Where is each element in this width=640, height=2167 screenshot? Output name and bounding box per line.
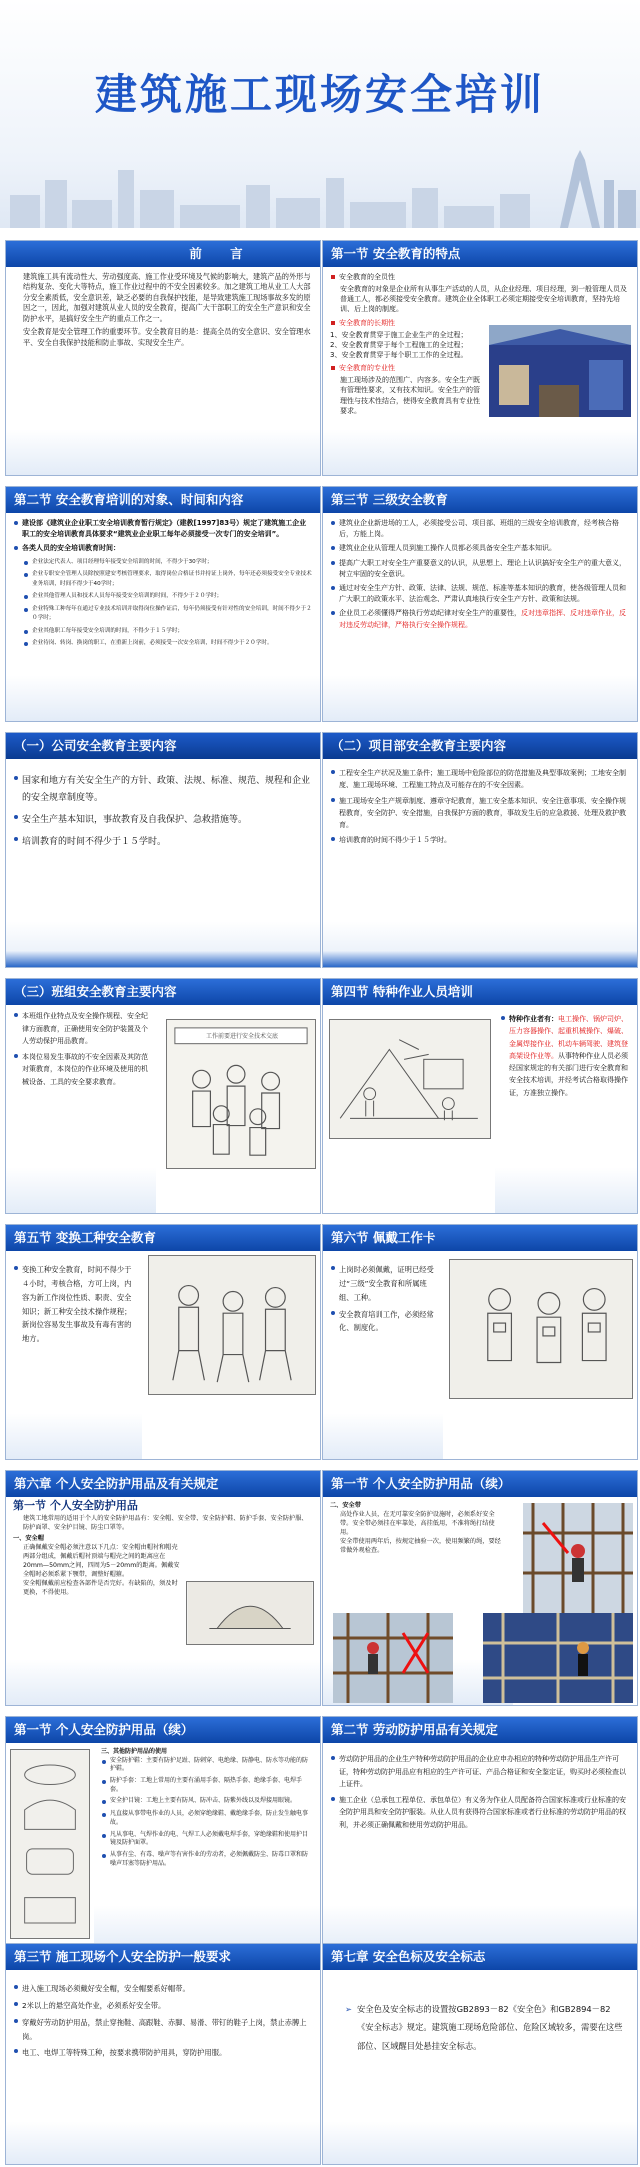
hero-banner	[0, 0, 640, 228]
special-work-illustration	[329, 1019, 491, 1139]
ppe-item: 防护手套：工地上常用的主要有涌用手套、隔热手套、绝缘手套、电焊手套。	[101, 1777, 313, 1794]
slide-title: 第五节 变换工种安全教育	[6, 1225, 320, 1251]
safety-signs-text: 安全色及安全标志的设置按GB2893－82《安全色》和GB2894－82《安全标志》规定。建筑施工现场危险部位、危险区域较多，需要在这些部位、区域醒目处悬挂安全标志。	[357, 2004, 623, 2051]
arrow-bullet-icon: ➢	[345, 2004, 352, 2014]
feature-heading: 安全教育的全员性	[339, 273, 395, 281]
harness-photo	[483, 1613, 633, 1703]
slide-safety-signs	[322, 1943, 638, 2165]
training-item: 企业特殊工种每年在通过专业技术培训并取得岗位操作证后，每年仍须接受有针对性的安全培训，时间不得少于２０学时；	[23, 605, 313, 624]
slide-preface	[5, 240, 321, 476]
helmet-photo	[186, 1581, 314, 1645]
slide-special-operations	[322, 978, 638, 1214]
slide-company-education	[5, 732, 321, 968]
harness-photo	[523, 1503, 633, 1613]
content-item: 安全教育培训工作，必须经常化、制度化。	[330, 1308, 436, 1336]
ppe-text: 高处作业人员，在无可靠安全防护设施时，必须系好安全带。安全带必须挂在牢靠处，高挂低用，不准将绳打结使用。	[340, 1510, 495, 1536]
content-item: 电工、电焊工等特殊工种，按要求携带防护用具，穿防护用服。	[13, 2046, 313, 2060]
ppe-text: 安全带使用两年后，按规定抽验一次，使用频繁的绳，要经常做外观检查。	[340, 1537, 501, 1554]
slide-title: （三）班组安全教育主要内容	[6, 979, 320, 1005]
content-item: 上岗时必须佩戴，证明已经受过“三级”安全教育和所属班组、工种。	[330, 1263, 436, 1305]
content-item: 变换工种安全教育，时间不得少于４小时，考核合格，方可上岗，内容为新工作岗位性质、职责、安全知识；新工种安全技术操作规程；新岗位容易发生事故及有毒有害的地方。	[13, 1263, 135, 1346]
slide-work-card	[322, 1224, 638, 1460]
training-item: 企业法定代表人、项目经理每年接受安全培训的时间，不得少于30学时；	[23, 558, 313, 568]
feature-list-item: 2、安全教育贯穿于每个工程施工的全过程；	[330, 340, 468, 349]
slide-title: 第六节 佩戴工作卡	[323, 1225, 637, 1251]
slide-title: 第一节 安全教育的特点	[323, 241, 637, 267]
slide-title: 第二节 安全教育培训的对象、时间和内容	[6, 487, 320, 513]
workers-illustration	[148, 1255, 316, 1395]
workers-illustration	[166, 1019, 316, 1169]
slide-ppe-regulations	[322, 1716, 638, 1952]
content-item: 进入施工现场必须戴好安全帽，安全帽要系好帽带。	[13, 1982, 313, 1996]
feature-heading: 安全教育的专业性	[339, 364, 395, 373]
preface-paragraph: 建筑施工具有流动性大、劳动强度高、施工作业受环境及气候的影响大，建筑产品的外形与结构复杂、变化大等特点，施工作业过程中的不安全因素较多。加之建筑工地从业工人大部分安全素质低，安全意识差，缺乏必要的自我保护技能，是导致建筑施工现场事故多发的原因之一，因此，加强对建筑从业人员的安全教育，提高广大干部职工的安全生产意识和安全防护水平，是搞好安全生产的重点工作之一。	[23, 272, 311, 323]
slide-title: 第三节 施工现场个人安全防护一般要求	[6, 1944, 320, 1970]
training-item: 企业其他职工每年接受安全培训的时间，不得少于１５学时；	[23, 627, 313, 637]
content-item: 工程安全生产状况及施工条件；施工现场中危险部位的防范措施及典型事故案例；工地安全制度、施工现场环境、工程施工特点及可能存在的不安全因素。	[330, 767, 630, 792]
special-operations-label: 特种作业者有：	[509, 1015, 558, 1023]
ppe-equipment-photo	[10, 1749, 90, 1939]
content-item: 施工现场安全生产规章制度、遵章守纪教育，施工安全基本知识、安全注意事项、安全操作规程教育，安全防护、安全措施，自我保护方面的教育，事故发生后的应急救援、处理及救护教育。	[330, 795, 630, 832]
city-skyline-icon	[0, 150, 640, 228]
content-item: 本班组作业特点及安全操作规程、安全纪律方面教育，正确使用安全防护装置及个人劳动保护用品教育。	[13, 1010, 149, 1048]
ppe-rule: 从事有尘、有毒、噪声等有害作业的劳动者，必须佩戴防尘、防毒口罩和防噪声耳塞等防护用品。	[101, 1851, 313, 1868]
education-item: 提高广大职工对安全生产重要意义的认识，从思想上、理论上认识搞好安全生产的重大意义，树立牢固的安全意识。	[330, 558, 630, 580]
content-item: 培训教育的时间不得少于１５学时。	[13, 834, 313, 851]
slide-title: 前 言	[6, 241, 320, 267]
education-item: 通过对安全生产方针、政策、法律、法规、规范、标准等基本知识的教育，使各级管理人员和广大职工的政策水平、法治观念、严肃认真地执行安全生产方针、政策和法规。	[330, 583, 630, 605]
training-item: 企业专职安全管理人员除按照建安考核管理要求，取得岗位合格证书并持证上岗外，每年还必须接受安全专业技术业务培训，时间不得少于40学时；	[23, 570, 313, 589]
ppe-rule: 凡直接从事带电作业的人员，必须穿绝缘鞋、戴绝缘手套，防止发生触电事故。	[101, 1810, 313, 1827]
section-subtitle: 第一节 个人安全防护用品	[13, 1499, 138, 1512]
feature-heading: 安全教育的长期性	[339, 318, 395, 327]
slide-title: 第一节 个人安全防护用品（续）	[6, 1717, 320, 1743]
preface-paragraph: 安全教育是安全管理工作的重要环节。安全教育目的是：提高全员的安全意识、安全管理水平、安全自我保护技能和防止事故、实现安全生产。	[23, 327, 311, 347]
content-item: 国家和地方有关安全生产的方针、政策、法规、标准、规范、规程和企业的安全规章制度等。	[13, 773, 313, 807]
slide-team-education	[5, 978, 321, 1214]
training-item: 企业待岗、转岗、换岗的职工，在重新上岗前，必须接受一次安全培训，时间不得少于２０学时。	[23, 639, 313, 649]
ppe-lead: 建筑工地常用的适用于个人的安全防护用品有：安全帽、安全带、安全防护鞋、防护手套、安全防护服、防护面罩、安全护目镜、防尘口罩等。	[23, 1515, 308, 1532]
ppe-text: 正确佩戴安全帽必须注意以下几点：安全帽由帽衬和帽壳两部分组成，佩戴后帽衬顶端与帽壳之间的距离应在20mm—50mm之间，四周为5－20mm的距离。佩戴安全帽时必须系紧下颚带，调整好帽箍。	[23, 1544, 180, 1579]
feature-list-item: 1、安全教育贯穿于施工企业生产的全过程；	[330, 330, 468, 339]
education-item-highlight: 反对违章指挥、反对违章作业，反对违反劳动纪律，严格执行安全操作规程。	[339, 609, 626, 629]
slide-title: 第二节 劳动防护用品有关规定	[323, 1717, 637, 1743]
training-rule: 各类人员的安全培训教育时间：	[13, 543, 313, 554]
slide-ppe-rules	[5, 1470, 321, 1706]
slide-title: （一）公司安全教育主要内容	[6, 733, 320, 759]
slide-title: 第四节 特种作业人员培训	[323, 979, 637, 1005]
feature-text: 安全教育的对象是企业所有从事生产活动的人员，从企业经理、项目经理，到一般管理人员及普通工人，都必须接受安全教育。建筑企业全体职工必须定期接受安全培训教育，坚持先培训、后上岗的制度。	[340, 285, 627, 314]
slide-title: 第一节 个人安全防护用品（续）	[323, 1471, 637, 1497]
slide-title: 第六章 个人安全防护用品及有关规定	[6, 1471, 320, 1497]
content-item: 2米以上的悬空高处作业，必须系好安全带。	[13, 1999, 313, 2013]
slide-education-features	[322, 240, 638, 476]
ppe-heading: 一、安全帽	[13, 1535, 44, 1543]
workers-illustration	[449, 1259, 633, 1399]
ppe-item: 安全护目镜：工地上主要有防风、防冲击、防紫外线以及焊接用眼镜。	[101, 1797, 313, 1806]
slide-other-ppe	[5, 1716, 321, 1952]
ppe-item: 安全防护鞋：主要有防护足趾、防刺穿、电绝缘、防静电、防水等功能的防护鞋。	[101, 1757, 313, 1774]
slide-training-objects	[5, 486, 321, 722]
page-title: 建筑施工现场安全培训	[94, 70, 545, 119]
education-item: 建筑业企业新进场的工人，必须接受公司、项目部、班组的三级安全培训教育，经考核合格后，方能上岗。	[330, 518, 630, 540]
ppe-rule: 凡从事电、气焊作业的电、气焊工人必须戴电焊手套，穿绝缘鞋和使用护目镜及防护面罩。	[101, 1831, 313, 1848]
illustration-caption: 工作前要进行安全技术交底	[205, 1033, 278, 1040]
slide-ppe-continued	[322, 1470, 638, 1706]
content-item: 劳动防护用品的企业生产特种劳动防护用品的企业应申办相应的特种劳动防护用品生产许可证，特种劳动防护用品应有相应的生产许可证、产品合格证和安全鉴定证，购买时必须检查以上证件。	[330, 1753, 630, 1791]
content-item: 安全生产基本知识，事故教育及自我保护、急救措施等。	[13, 812, 313, 829]
education-item: 企业员工必须懂得严格执行劳动纪律对安全生产的重要性，	[339, 609, 521, 618]
slide-title: 第七章 安全色标及安全标志	[323, 1944, 637, 1970]
training-rule: 建设部《建筑业企业职工安全培训教育暂行规定》（建教[1997]83号）规定了建筑施工企业职工的安全培训教育具体要求“建筑业企业职工每年必须接受一次专门的安全培训”。	[13, 518, 313, 540]
slide-job-change-education	[5, 1224, 321, 1460]
content-item: 培训教育的时间不得少于１５学时。	[330, 834, 630, 846]
training-item: 企业其他管理人员和技术人员每年接受安全培训的时间，不得少于２０学时；	[23, 592, 313, 602]
harness-photo	[333, 1613, 453, 1703]
feature-text: 施工现场涉及的范围广、内容多。安全生产既有管理性要求，又有技术知识。安全生产的管理性与技术性结合，使得安全教育具有专业性要求。	[340, 376, 480, 415]
slide-title: （二）项目部安全教育主要内容	[323, 733, 637, 759]
ppe-heading: 三、其他防护用品的使用	[101, 1748, 168, 1755]
special-operations-list: 电工操作、锅炉司炉、压力容器操作、起重机械操作、爆破、金属焊接作业、机动车辆驾驶、建筑登高架设作业等。	[509, 1015, 628, 1060]
content-item: 穿戴好劳动防护用品，禁止穿拖鞋、高跟鞋、赤脚、易滑、带钉的鞋子上岗，禁止赤膊上岗。	[13, 2016, 313, 2044]
special-operations-rule: 从事特种作业人员必须经国家规定的有关部门进行安全教育和安全技术培训，并经考试合格取得操作证，方准独立操作。	[509, 1051, 628, 1097]
content-item: 本岗位易发生事故的不安全因素及其防范对策教育，本岗位的作业环境及使用的机械设备、工具的安全要求教育。	[13, 1051, 149, 1089]
education-item: 建筑业企业从管理人员到施工操作人员都必须具备安全生产基本知识。	[330, 543, 630, 554]
ppe-heading: 二、安全带	[330, 1502, 361, 1509]
slide-three-level-education	[322, 486, 638, 722]
slide-site-protection	[5, 1943, 321, 2165]
slide-title: 第三节 三级安全教育	[323, 487, 637, 513]
ppe-text: 安全帽佩戴前应检查各部件是否完好。有缺陷的，须及时更换，不得使用。	[23, 1580, 178, 1597]
slide-project-education	[322, 732, 638, 968]
feature-list-item: 3、安全教育贯穿于每个职工工作的全过程。	[330, 350, 468, 359]
content-item: 施工企业（总承包工程单位、承包单位）有义务为作业人员配备符合国家标准或行业标准的安全防护用具和安全防护服装。从业人员有获得符合国家标准或者行业标准的劳动防护用品的权利，并必须正确佩戴和使用劳动防护用品。	[330, 1794, 630, 1832]
site-photo	[489, 325, 631, 417]
